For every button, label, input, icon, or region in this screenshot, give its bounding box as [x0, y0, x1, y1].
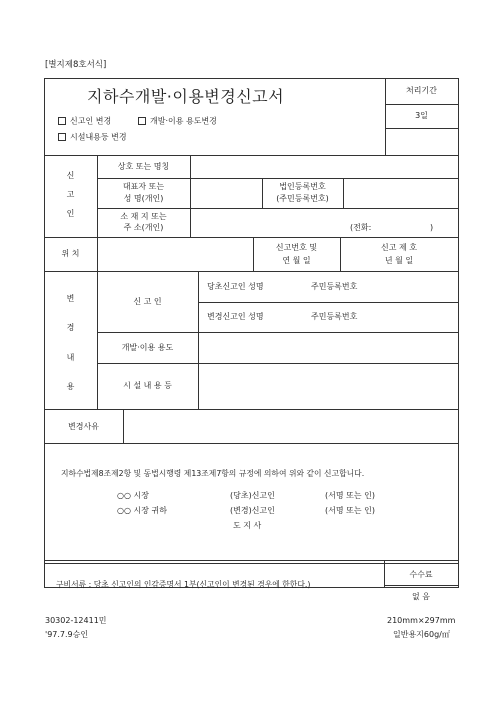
changes-section-label-2: 경	[66, 323, 75, 332]
changes-section-label-4: 용	[66, 382, 75, 391]
governor-label: 도 지 사	[233, 521, 262, 530]
checkbox-applicant-change[interactable]: 신고인 변경	[58, 117, 111, 126]
changed-applicant-name-label: 변경신고인 성명	[207, 312, 264, 321]
fee-divider	[384, 585, 458, 586]
report-number-label-2: 연 월 일	[282, 256, 311, 265]
processing-period-label: 처리기간	[406, 86, 437, 95]
facility-label: 시 설 내 용 등	[123, 381, 172, 390]
changes-section-label-1: 변	[66, 294, 75, 303]
city-mayor-via-label: ○○ 시장 귀하	[117, 506, 167, 515]
attachment-row-top	[44, 560, 458, 561]
changes-applicant-label: 신 고 인	[133, 297, 162, 306]
usage-field[interactable]	[199, 333, 457, 362]
representative-field[interactable]	[191, 179, 261, 207]
corp-number-label-2: (주민등록번호)	[276, 194, 329, 203]
fee-value: 없 음	[412, 592, 430, 601]
reason-field[interactable]	[124, 410, 457, 442]
changes-section-label-3: 내	[66, 353, 75, 362]
address-field[interactable]	[191, 209, 457, 236]
attachments-text: 구비서류 : 당초 신고인의 인감증명서 1부(신고인이 변경된 경우에 한한다.)	[56, 580, 311, 589]
applicant-section-label-3: 인	[66, 209, 75, 218]
original-applicant-id-label: 주민등록번호	[311, 282, 358, 291]
phone-close: )	[430, 223, 434, 232]
applicant-section-label-2: 고	[66, 190, 75, 199]
checkbox-facility-change[interactable]: 시설내용등 변경	[58, 133, 127, 142]
phone-label: (전화:	[350, 223, 372, 232]
footer-approval: '97.7.9승인	[45, 630, 89, 639]
checkbox-usage-change[interactable]: 개발·이용 용도변경	[138, 117, 217, 126]
report-date-label-2: 년 월 일	[384, 256, 414, 265]
checkbox-box[interactable]	[138, 117, 146, 125]
declaration-text: 지하수법제8조제2항 및 동법시행령 제13조제7항의 규정에 의하여 위와 같이 신고합니다.	[61, 469, 365, 478]
form-title: 지하수개발·이용변경신고서	[87, 87, 285, 106]
business-name-field[interactable]	[191, 156, 457, 177]
corp-number-field[interactable]	[344, 179, 457, 207]
location-label: 위 치	[61, 249, 80, 258]
form-number: [별지제8호서식]	[45, 60, 107, 70]
city-mayor-label: ○○ 시장	[117, 491, 149, 500]
applicant-section-label-1: 신	[66, 171, 75, 180]
processing-period-value: 3일	[415, 111, 428, 120]
footer-paper: 일반용지60g/㎡	[393, 630, 450, 639]
location-field[interactable]	[98, 238, 252, 270]
checkbox-box[interactable]	[58, 133, 66, 141]
report-date-label-1: 신고 제 호	[381, 243, 417, 252]
checkbox-box[interactable]	[58, 117, 66, 125]
signature-placeholder-1[interactable]: (서명 또는 인)	[325, 491, 375, 500]
corp-number-label-1: 법인등록번호	[279, 182, 326, 191]
changed-applicant-id-label: 주민등록번호	[311, 312, 358, 321]
representative-label-2: 성 명(개인)	[123, 194, 164, 203]
reason-label: 변경사유	[68, 422, 99, 431]
footer-size: 210mm×297mm	[387, 616, 456, 625]
usage-label: 개발·이용 용도	[121, 343, 174, 352]
address-label-2: 주 소(개인)	[123, 223, 164, 232]
original-applicant-name-label: 당초신고인 성명	[207, 282, 264, 291]
changed-applicant-sign-label: (변경)신고인	[230, 506, 275, 515]
facility-field[interactable]	[199, 364, 457, 408]
fee-label: 수수료	[409, 570, 433, 579]
business-name-label: 상호 또는 명칭	[117, 162, 170, 171]
representative-label-1: 대표자 또는	[122, 182, 165, 191]
report-number-label-1: 신고번호 및	[275, 243, 318, 252]
original-applicant-sign-label: (당초)신고인	[230, 491, 275, 500]
footer-code: 30302-12411민	[45, 616, 107, 625]
signature-placeholder-2[interactable]: (서명 또는 인)	[325, 506, 375, 515]
address-label-1: 소 재 지 또는	[120, 212, 167, 221]
